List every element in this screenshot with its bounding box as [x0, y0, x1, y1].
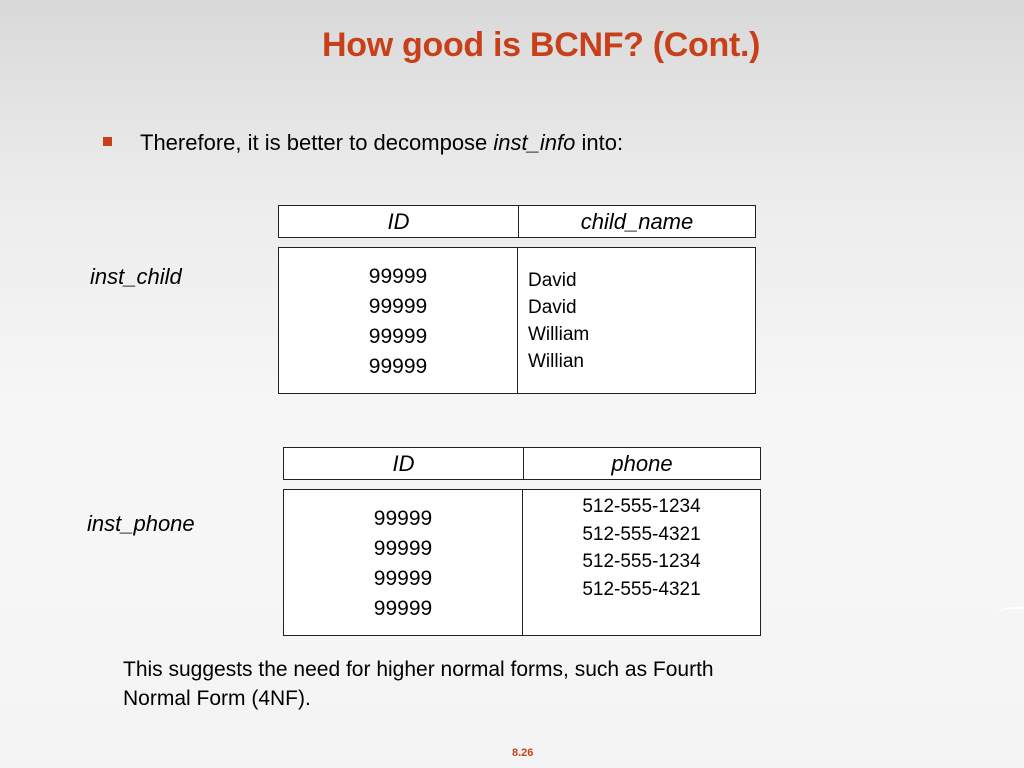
relation-name: inst_info: [493, 130, 576, 155]
header-cell-id: ID: [387, 208, 410, 234]
header-cell-child-name: child_name: [518, 206, 755, 237]
child-name-value: David: [528, 297, 577, 318]
phone-value: 512-555-1234: [582, 551, 701, 572]
inst-phone-phone-column: [523, 490, 760, 635]
inst-child-id-column: [279, 248, 518, 393]
id-value: 99999: [368, 325, 428, 348]
id-value: 99999: [373, 567, 433, 590]
inst-phone-id-column: [284, 490, 523, 635]
child-name-value: William: [528, 324, 590, 345]
phone-value: 512-555-1234: [582, 496, 701, 517]
bullet-prefix: Therefore, it is better to decompose: [140, 130, 494, 155]
conclusion-text: [123, 655, 883, 713]
id-value: 99999: [368, 355, 428, 378]
conclusion-line-2: Normal Form (4NF).: [123, 687, 311, 710]
phone-value: 512-555-4321: [582, 523, 701, 545]
square-bullet-icon: [103, 137, 112, 146]
inst-phone-label: inst_phone: [87, 511, 195, 536]
conclusion-line-1: This suggests the need for higher normal forms, such as Fourth: [123, 658, 714, 681]
id-value: 99999: [373, 537, 433, 560]
bullet-text: [140, 130, 623, 156]
slide-title: How good is BCNF? (Cont.): [322, 26, 761, 64]
decorative-swoosh: [998, 606, 1024, 612]
inst-child-label: inst_child: [90, 264, 182, 289]
id-value: 99999: [373, 597, 433, 620]
bullet-suffix: into:: [575, 130, 624, 155]
phone-value: 512-555-4321: [582, 578, 701, 600]
inst-child-body: [278, 247, 756, 394]
header-cell-id: ID: [392, 450, 415, 476]
inst-child-header: [278, 205, 756, 238]
child-name-value: Willian: [528, 351, 584, 372]
id-value: 99999: [373, 507, 433, 530]
inst-phone-body: [283, 489, 761, 636]
id-value: 99999: [368, 265, 428, 288]
inst-child-name-column: [518, 248, 755, 393]
page-number: 8.26: [512, 747, 534, 759]
id-value: 99999: [368, 295, 428, 318]
header-cell-phone: phone: [523, 448, 760, 479]
child-name-value: David: [528, 270, 577, 291]
inst-phone-header: [283, 447, 761, 480]
